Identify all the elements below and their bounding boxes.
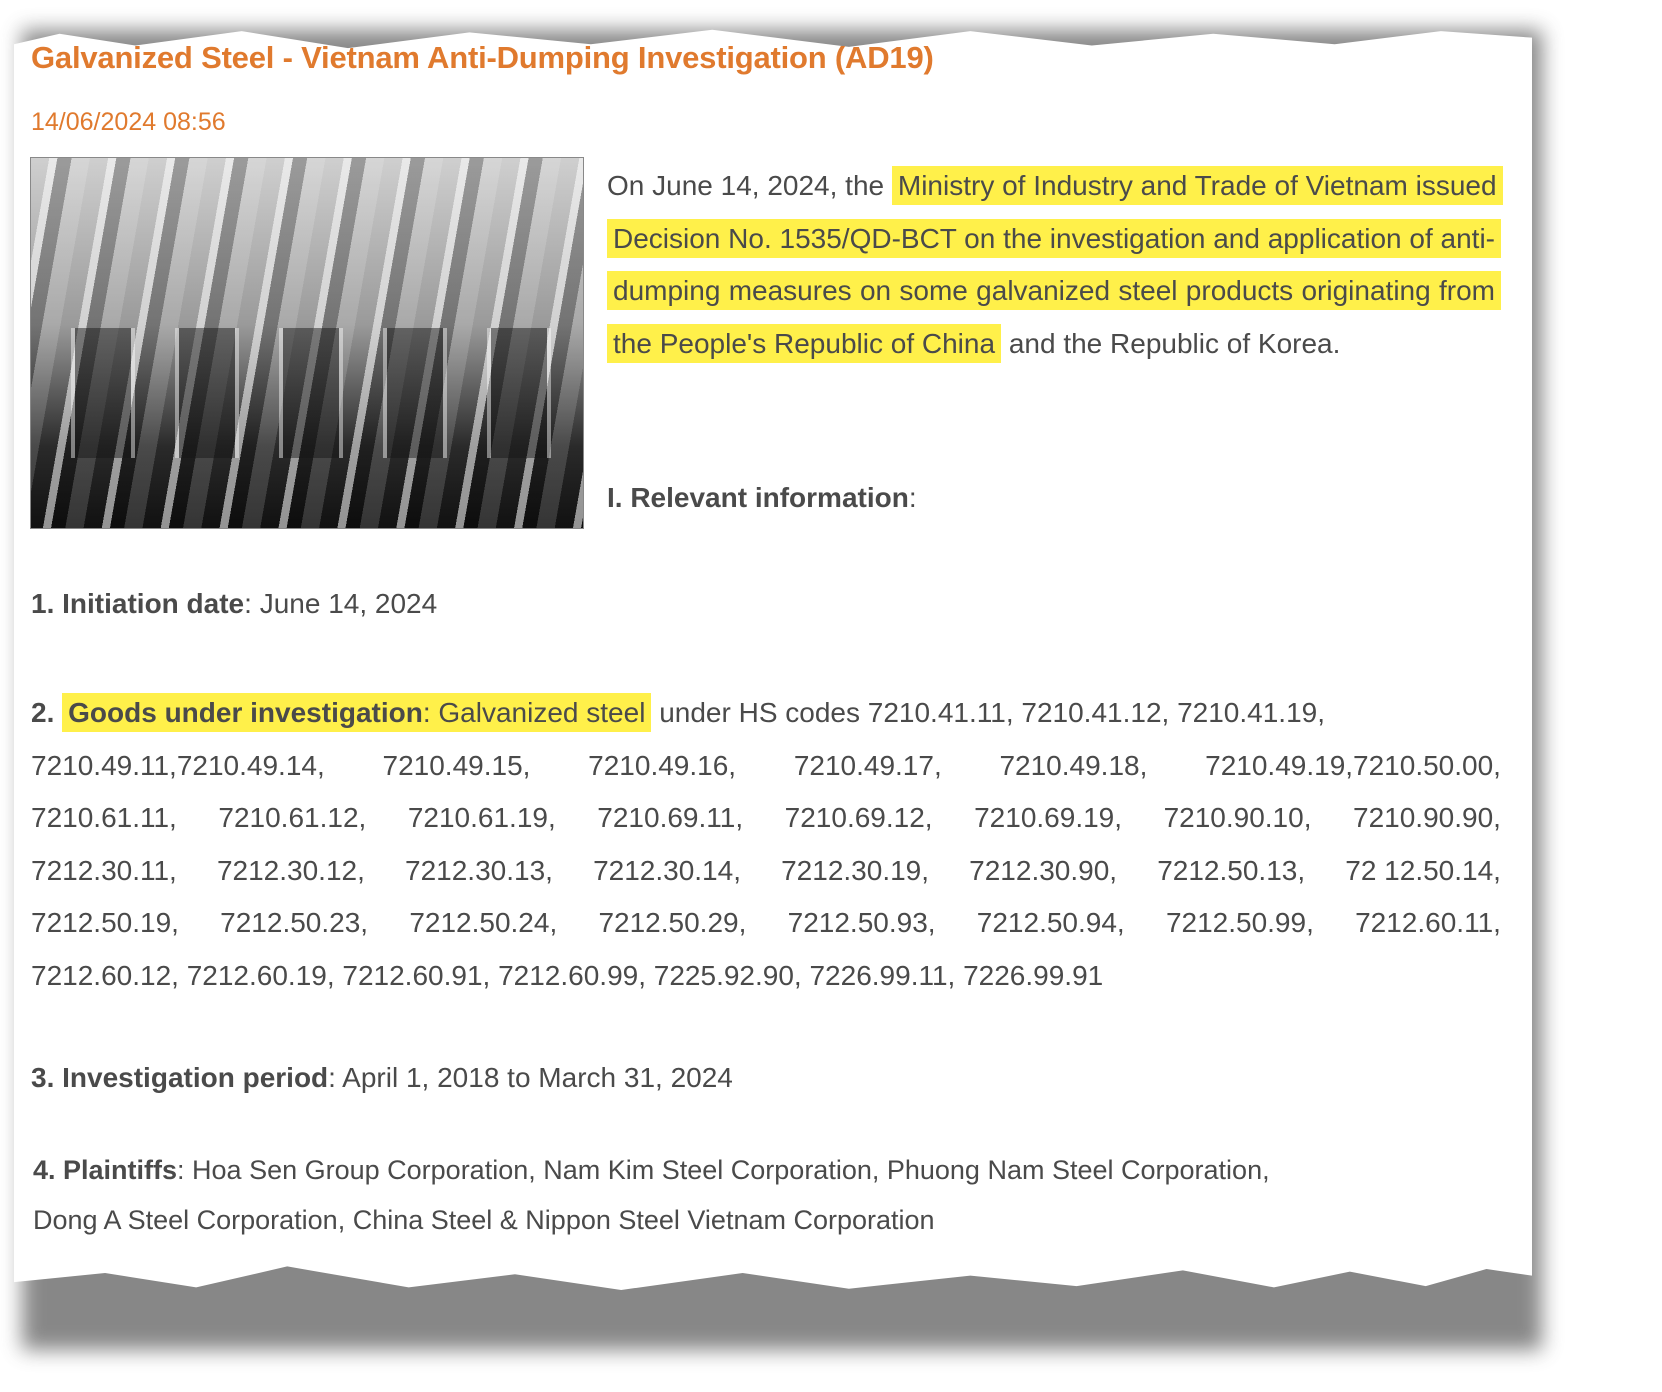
- hs-code: 7210.61.19,: [407, 802, 556, 833]
- goods-value-highlighted: : Galvanized steel: [422, 697, 646, 728]
- hs-code: 7210.61.12,: [218, 802, 367, 833]
- goods-number: 2.: [31, 697, 55, 728]
- goods-highlight: [62, 693, 651, 732]
- intro-highlighted-text: Ministry of Industry and Trade of Vietnam issued Decision No. 1535/QD-BCT on the investigation and application of anti-dumping measures on some galvanized steel products originating from the People's Republic of China: [607, 166, 1503, 363]
- photo-detail: [31, 328, 583, 458]
- hs-code: 7210.49.17,: [793, 749, 942, 781]
- hs-code: 7212.50.24,: [409, 907, 558, 938]
- hs-code: 7212.50.23,: [220, 907, 369, 938]
- hs-code: 7212.30.11,: [31, 854, 177, 886]
- hs-code: 7210.90.90,: [1353, 802, 1501, 833]
- hs-code: 7210.90.10,: [1163, 802, 1312, 833]
- hs-codes-line-4: [31, 897, 1501, 950]
- section-heading-label: I. Relevant information: [607, 482, 909, 513]
- intro-text-post: and the Republic of Korea.: [1001, 327, 1341, 359]
- plaintiffs-label: 4. Plaintiffs: [33, 1155, 178, 1185]
- hs-code: 7210.69.11,: [597, 802, 744, 833]
- section-heading-colon: :: [908, 482, 917, 513]
- hs-code: 7210.49.11,7210.49.14,: [31, 749, 325, 781]
- hs-code: 7212.30.90,: [969, 854, 1118, 886]
- hs-codes-line-2: [31, 792, 1501, 845]
- item-initiation-date: [31, 588, 437, 620]
- hs-code: 7212.30.13,: [405, 854, 553, 886]
- item-plaintiffs: [33, 1145, 1433, 1245]
- hs-code: 7212.50.19,: [31, 907, 179, 938]
- hs-code: 7210.49.19,7210.50.00,: [1205, 749, 1501, 781]
- plaintiffs-value-1: : Hoa Sen Group Corporation, Nam Kim Steel Corporation, Phuong Nam Steel Corporation,: [177, 1155, 1270, 1185]
- hs-codes-last-line: 7212.60.12, 7212.60.19, 7212.60.91, 7212.60.99, 7225.92.90, 7226.99.11, 7226.99.91: [31, 959, 1104, 991]
- goods-label: Goods under investigation: [68, 697, 423, 728]
- hs-code: 7210.49.18,: [999, 749, 1148, 781]
- hs-code: 7210.69.12,: [784, 802, 933, 833]
- hs-codes-line-3: [31, 845, 1501, 898]
- hs-codes-line-1: [31, 740, 1501, 793]
- hs-code: 7212.60.11,: [1355, 907, 1501, 938]
- article-datetime: 14/06/2024 08:56: [31, 108, 226, 136]
- hs-code: 7212.50.99,: [1165, 907, 1314, 938]
- hs-code: 7210.49.16,: [588, 749, 737, 781]
- hs-code: 7212.50.13,: [1157, 854, 1306, 886]
- period-label: 3. Investigation period: [31, 1062, 329, 1093]
- steel-profiles-photo: [30, 157, 584, 529]
- hs-code: 7212.30.14,: [593, 854, 741, 886]
- hs-code: 7210.61.11,: [31, 802, 177, 833]
- hs-code: 7210.49.15,: [382, 749, 531, 781]
- hs-code: 7212.30.19,: [781, 854, 930, 886]
- intro-text-pre: On June 14, 2024, the: [607, 170, 892, 201]
- intro-paragraph: [607, 160, 1501, 370]
- plaintiffs-line-1: [33, 1145, 1433, 1195]
- hs-code: 7212.50.93,: [787, 907, 936, 938]
- hs-code: 7212.50.29,: [598, 907, 747, 938]
- goods-value-rest: under HS codes 7210.41.11, 7210.41.12, 7210.41.19,: [651, 697, 1325, 728]
- goods-first-line: [31, 687, 1501, 740]
- initiation-value: : June 14, 2024: [244, 588, 438, 619]
- hs-code: 72 12.50.14,: [1345, 854, 1501, 886]
- section-heading-relevant-info: [607, 482, 917, 514]
- item-goods-under-investigation: [31, 687, 1501, 1002]
- initiation-label: 1. Initiation date: [31, 588, 245, 619]
- hs-code: 7212.30.12,: [216, 854, 365, 886]
- article-title: Galvanized Steel - Vietnam Anti-Dumping Investigation (AD19): [31, 40, 934, 75]
- hs-code: 7212.50.94,: [976, 907, 1125, 938]
- plaintiffs-value-2: Dong A Steel Corporation, China Steel & Nippon Steel Vietnam Corporation: [33, 1205, 935, 1235]
- item-investigation-period: [31, 1062, 733, 1094]
- period-value: : April 1, 2018 to March 31, 2024: [328, 1062, 733, 1093]
- hs-code: 7210.69.19,: [974, 802, 1123, 833]
